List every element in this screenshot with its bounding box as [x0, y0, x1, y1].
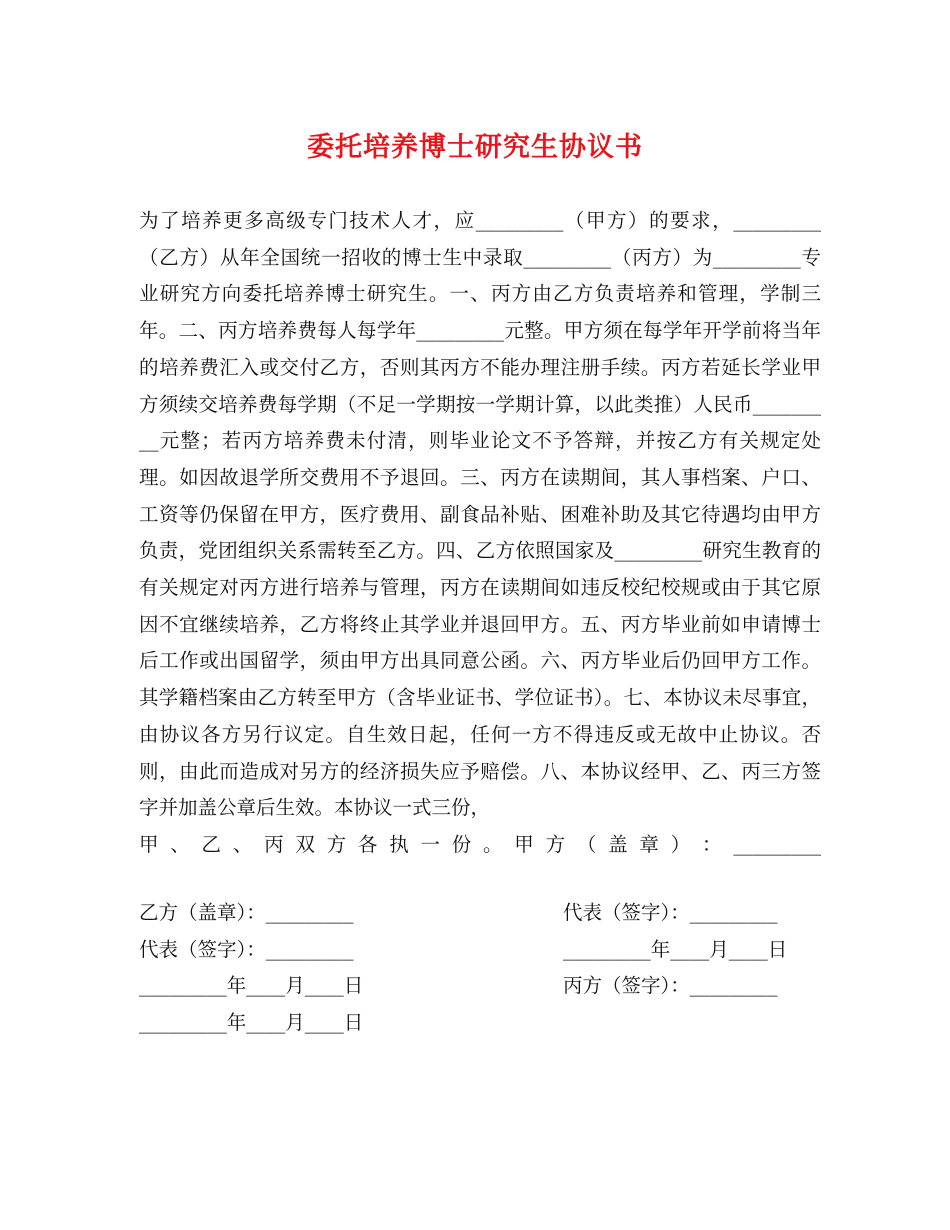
signature-row: [139, 932, 821, 969]
document-title: 委托培养博士研究生协议书: [307, 132, 643, 163]
party-a-date-field: _________年____月____日: [563, 937, 788, 961]
party-b-seal-field: 乙方（盖章）：_________: [139, 901, 354, 924]
party-b-representative-field: 代表（签字）：_________: [139, 937, 354, 961]
party-c-signature-field: 丙方（签字）：_________: [563, 974, 778, 998]
party-c-date-field: _________年____月____日: [139, 1011, 364, 1035]
agreement-body: [139, 203, 821, 864]
signature-row: [139, 968, 821, 1005]
signature-row: [139, 895, 821, 932]
agreement-paragraph: 为了培养更多高级专门技术人才，应_________（甲方）的要求，_________（乙方）从年全国统一招收的博士生中录取_________（丙方）为_________专业研究方向委托培养博士研究生。一、丙方由乙方负责培养和管理，学制三年。二、丙方培养费每人每学年_________元整。甲方须在每学年开学前将当年的培养费汇入或交付乙方，否则其丙方不能办理注册手续。丙方若延长学业甲方须续交培养费每学期（不足一学期按一学期计算，以此类推）人民币_________元整；若丙方培养费未付清，则毕业论文不予答辩，并按乙方有关规定处理。如因故退学所交费用不予退回。三、丙方在读期间，其人事档案、户口、工资等仍保留在甲方，医疗费用、副食品补贴、困难补助及其它待遇均由甲方负责，党团组织关系需转至乙方。四、乙方依照国家及_________研究生教育的有关规定对丙方进行培养与管理，丙方在读期间如违反校纪校规或由于其它原因不宜继续培养，乙方将终止其学业并退回甲方。五、丙方毕业前如申请博士后工作或出国留学，须由甲方出具同意公函。六、丙方毕业后仍回甲方工作。其学籍档案由乙方转至甲方（含毕业证书、学位证书）。七、本协议未尽事宜，由协议各方另行议定。自生效日起，任何一方不得违反或无故中止协议。否则，由此而造成对另方的经济损失应予赔偿。八、本协议经甲、乙、丙三方签字并加盖公章后生效。本协议一式三份，: [139, 209, 821, 820]
party-b-date-field: _________年____月____日: [139, 974, 364, 998]
agreement-closing-line: 甲 、 乙 、 丙 双 方 各 执 一 份 。 甲 方 （ 盖 章 ） ： _________: [139, 832, 821, 856]
signature-row: [139, 1005, 821, 1042]
party-a-representative-field: 代表（签字）：_________: [563, 901, 778, 924]
signature-block: [139, 895, 821, 1042]
